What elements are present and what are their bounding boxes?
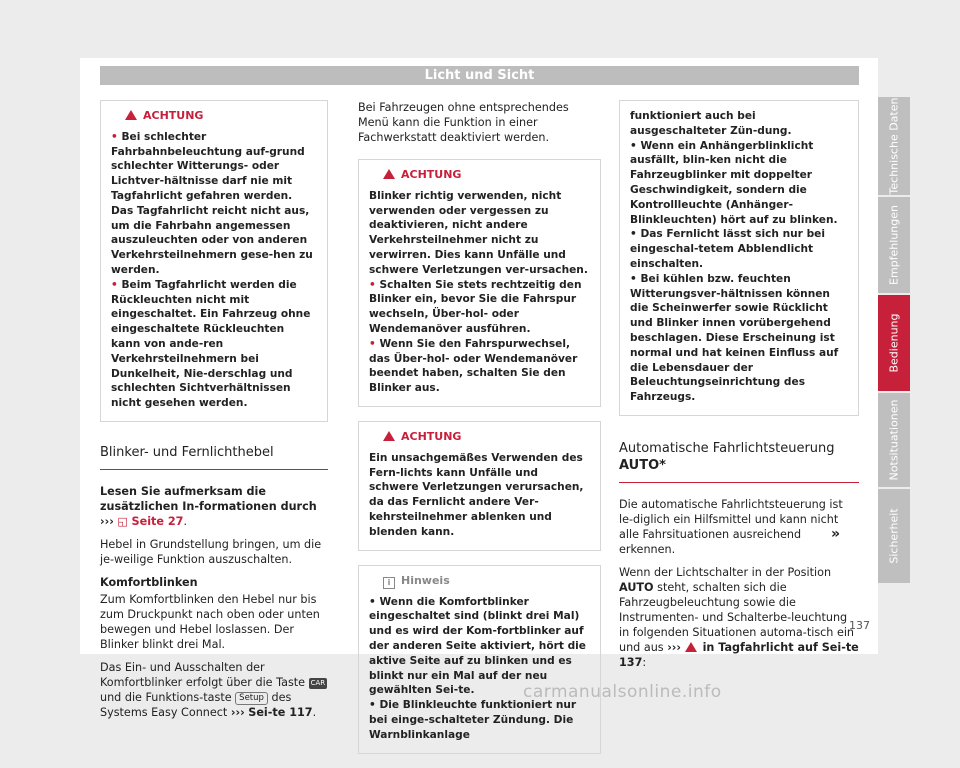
hint-box: i Hinweis • Wenn die Komfortblinker eingeschaltet sind (blinkt drei Mal) und es wird der Kom-fortblinker auf der anderen Seite aktiviert, hört die aktive Seite auf zu blinken und es blinkt nur ein Mal auf der neu gewählten Sei-te. • Die Blinkleuchte funktioniert nur bei einge-schalteter Zündung. Die Warnblinkanlage	[358, 565, 601, 754]
section-title: Blinker- und Fernlichthebel	[100, 444, 328, 470]
warning-icon	[383, 169, 395, 179]
setup-key-icon: Setup	[235, 692, 268, 705]
page-reference-link[interactable]: Seite 27	[131, 514, 184, 528]
book-icon: ◱	[117, 514, 128, 528]
auto-symbol: AUTO*	[619, 457, 666, 473]
paragraph: Bei Fahrzeugen ohne entsprechendes Menü kann die Funktion in einer Fachwerkstatt deaktiviert werden.	[358, 101, 569, 144]
list-item: • Bei schlechter Fahrbahnbeleuchtung auf-grund schlechter Witterungs- oder Lichtver-hältnisse darf nie mit Tagfahrlicht gefahren werden. Das Tagfahrlicht reicht nicht aus, um die Fahrbahn angemessen auszuleuchten oder von anderen Verkehrsteilnehmern gese-hen zu werden.	[111, 130, 313, 276]
list-item: • Die Blinkleuchte funktioniert nur bei einge-schalteter Zündung. Die Warnblinkanlage	[369, 699, 577, 741]
page-number: 137	[849, 619, 870, 632]
paragraph: Die automatische Fahrlichtsteuerung ist le-diglich ein Hilfsmittel und kann nicht alle Fahrsituationen ausreichend erkennen.	[619, 497, 843, 556]
page-reference-link[interactable]: in Tagfahrlicht auf Sei-te 137	[619, 640, 859, 669]
list-item: • Bei kühlen bzw. feuchten Witterungsver-hältnissen können die Scheinwerfer sowie Rücklicht und Blinker innen vorübergehend beschlagen. Diese Erscheinung ist normal und hat keinen Einfluss auf die Lebensdauer der Beleuchtungseinrichtung des Fahrzeugs.	[630, 272, 839, 404]
column-left	[100, 100, 328, 728]
hint-box-continued: funktioniert auch bei ausgeschalteter Zün-dung. • Wenn ein Anhängerblinklicht ausfällt, blin-ken nicht die Fahrzeugblinker mit doppelter Geschwindigkeit, sondern die Kontrollleuchte (Anhänger-Blinkleuchten) hört auf zu blinken. • Das Fernlicht lässt sich nur bei eingeschal-tetem Abblendlicht einschalten. • Bei kühlen bzw. feuchten Witterungsver-hältnissen können die Scheinwerfer sowie Rücklicht und Blinker innen vorübergehend beschlagen. Diese Erscheinung ist normal und hat keinen Einfluss auf die Lebensdauer der Beleuchtungseinrichtung des Fahrzeugs.	[619, 100, 859, 416]
paragraph: Hebel in Grundstellung bringen, um die je-weilige Funktion auszuschalten.	[100, 537, 322, 566]
list-item: • Beim Tagfahrlicht werden die Rückleuchten nicht mit eingeschaltet. Ein Fahrzeug ohne eingeschaltete Rückleuchten kann von ande-ren Verkehrsteilnehmern bei Dunkelheit, Nie-derschlag und schlechten Sichtverhältnissen nicht gesehen werden.	[111, 278, 311, 410]
info-icon: i	[383, 577, 395, 589]
continue-icon: »	[831, 526, 841, 542]
paragraph: Zum Komfortblinken den Hebel nur bis zum Druckpunkt nach oben oder unten bewegen und Hebel loslassen. Der Blinker blinkt drei Mal.	[100, 592, 320, 651]
list-item: • Schalten Sie stets rechtzeitig den Blinker ein, bevor Sie die Fahrspur wechseln, Über-hol- oder Wendemanöver ausführen.	[369, 278, 582, 335]
page-reference-link[interactable]: Sei-te 117	[248, 705, 313, 719]
tab-technische-daten[interactable]: Technische Daten	[878, 97, 910, 195]
car-key-icon: CAR	[310, 678, 326, 687]
column-middle	[358, 100, 601, 768]
tab-empfehlungen[interactable]: Empfehlungen	[878, 197, 910, 293]
list-item: • Wenn Sie den Fahrspurwechsel, das Über-hol- oder Wendemanöver beendet haben, schalten Sie den Blinker aus.	[369, 337, 578, 395]
warning-icon	[383, 431, 395, 441]
tab-notsituationen[interactable]: Notsituationen	[878, 393, 910, 487]
list-item: • Wenn die Komfortblinker eingeschaltet sind (blinkt drei Mal) und es wird der Kom-fortblinker auf der anderen Seite aktiviert, hört die aktive Seite auf zu blinken und es blinkt nur ein Mal auf der neu gewählten Sei-te.	[369, 595, 586, 697]
warning-title: ACHTUNG	[143, 109, 204, 122]
paragraph: Wenn der Lichtschalter in der Position AUTO steht, schalten sich die Fahrzeugbeleuchtung sowie die Instrumenten- und Schalterbe-leuchtung in folgenden Situationen automa-tisch ein und aus ››› in Tagfahrlicht auf Sei-te 137:	[619, 565, 859, 669]
tab-bedienung[interactable]: Bedienung	[878, 295, 910, 391]
section-title: Automatische Fahrlichtsteuerung AUTO*	[619, 440, 859, 483]
auto-icon: AUTO	[619, 580, 654, 594]
watermark: carmanualsonline.info	[523, 682, 722, 702]
list-item: • Wenn ein Anhängerblinklicht ausfällt, blin-ken nicht die Fahrzeugblinker mit doppelter Geschwindigkeit, sondern die Kontrollleuchte (Anhänger-Blinkleuchten) hört auf zu blinken.	[630, 139, 838, 226]
paragraph: Das Ein- und Ausschalten der Komfortblinker erfolgt über die Taste CAR und die Funktions-taste Setup des Systems Easy Connect ››› Sei-te 117.	[100, 660, 326, 719]
tab-sicherheit[interactable]: Sicherheit	[878, 489, 910, 583]
list-item: • Das Fernlicht lässt sich nur bei eingeschal-tetem Abblendlicht einschalten.	[630, 228, 825, 270]
warning-box: ACHTUNG Ein unsachgemäßes Verwenden des Fern-lichts kann Unfälle und schwere Verletzungen verursachen, da das Fernlicht andere Ver-kehrsteilnehmer ablenken und blenden kann.	[358, 421, 601, 551]
intro-paragraph: Lesen Sie aufmerksam die zusätzlichen In-formationen durch ››› ◱ Seite 27.	[100, 484, 317, 528]
warning-icon	[125, 110, 137, 120]
column-right	[619, 100, 859, 678]
warning-box: ACHTUNG Blinker richtig verwenden, nicht verwenden oder vergessen zu deaktivieren, nicht andere Verkehrsteilnehmer nicht zu verwirren. Dies kann Unfälle und schwere Verletzungen ver-ursachen. • Schalten Sie stets rechtzeitig den Blinker ein, bevor Sie die Fahrspur wechseln, Über-hol- oder Wendemanöver ausführen. • Wenn Sie den Fahrspurwechsel, das Über-hol- oder Wendemanöver beendet haben, schalten Sie den Blinker aus.	[358, 159, 601, 407]
subheading: Komfortblinken	[100, 575, 198, 589]
warning-icon	[685, 642, 697, 652]
warning-box	[100, 100, 328, 422]
page-header: Licht und Sicht	[100, 66, 859, 85]
